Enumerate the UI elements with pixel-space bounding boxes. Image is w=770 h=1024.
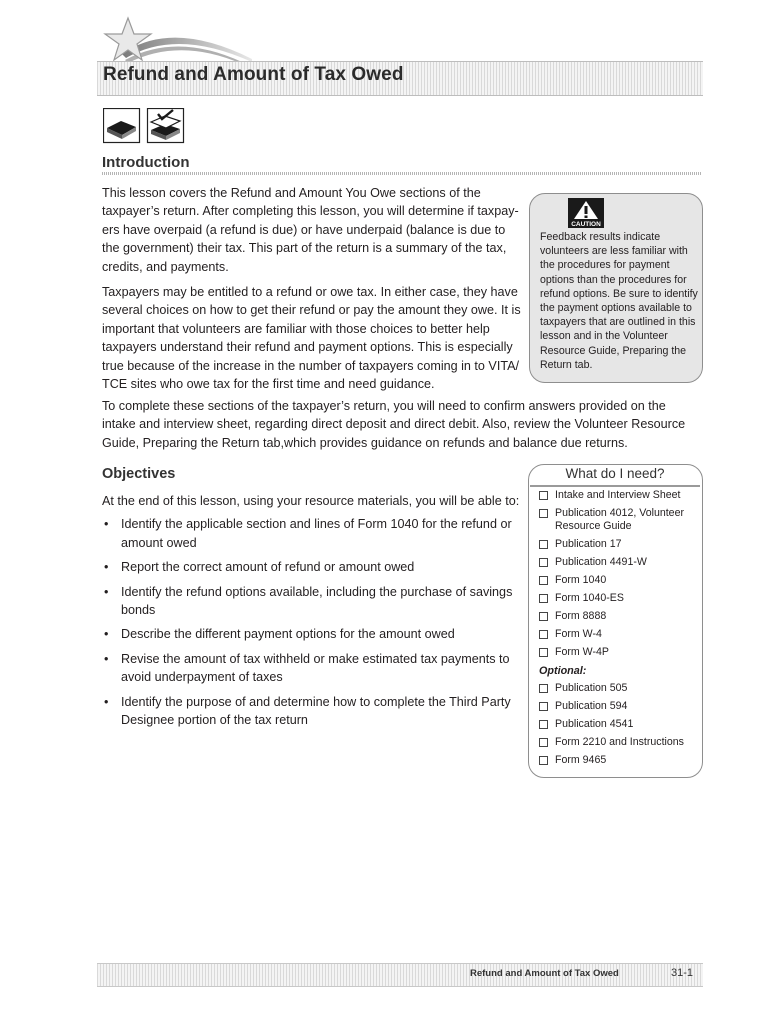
introduction-rule [102,172,702,175]
list-item: Publication 594 [539,700,704,713]
checkbox-icon [539,630,548,639]
objectives-list [102,515,522,729]
caution-warning-icon [568,198,604,228]
checkbox-icon [539,684,548,693]
bullet: • [104,560,109,575]
bullet: • [104,651,109,666]
lesson-icons [103,108,185,144]
list-item: Form W-4 [539,628,704,641]
checkbox-icon [539,738,548,747]
optional-label: Optional: [539,665,587,677]
objectives-intro: At the end of this lesson, using your resource materials, you will be able to: [102,494,520,508]
list-item: Form 9465 [539,754,704,767]
list-item: Form 8888 [539,610,704,623]
checkbox-icon [539,648,548,657]
caution-text: Feedback results indicate volunteers are less familiar with the procedures for payment options than the procedures for refund options. Be sure to identify the payment options available to taxpayers that are outlined in this lesson and in the Volunteer Resource Guide, Preparing the Return tab. [540,231,698,371]
objectives-heading: Objectives [102,466,176,482]
bullet: • [104,517,109,532]
introduction-body-wide [102,397,702,459]
objective-item: • Describe the different payment options for the amount owed [102,625,522,643]
checkbox-icon [539,720,548,729]
what-do-i-need-list [539,489,704,772]
books-with-checkmark-icon [148,109,184,143]
page-title: Refund and Amount of Tax Owed [103,64,404,85]
checkbox-icon [539,540,548,549]
objective-item: • Revise the amount of tax withheld or make estimated tax payments to avoid underpayment of taxes [104,651,510,685]
checkbox-icon [539,491,548,500]
objective-item: • Report the correct amount of refund or amount owed [102,558,522,576]
checkbox-icon [539,756,548,765]
page-number: 31-1 [671,967,694,979]
checkbox-icon [539,509,548,518]
list-item: Form 1040 [539,574,704,587]
bullet: • [104,694,109,709]
caution-icon-label: CAUTION [571,221,601,228]
objective-item: • Identify the purpose of and determine how to complete the Third Party Designee portion of the tax return [104,694,511,728]
list-item: Form 1040-ES [539,592,704,605]
what-do-i-need-rule [530,485,700,487]
bullet: • [104,627,109,642]
objectives-body [102,492,522,735]
list-item: Publication 17 [539,538,704,551]
intro-paragraph-2: Taxpayers may be entitled to a refund or owe tax. In either case, they have several choices on how to get their refund or pay the amount they owe. It is important that volunteers are familiar with those choices to better help taxpayers understand their refund and payment options. This is especially true because of the increase in the number of taxpayers coming in to VITA/ TCE sites who owe tax for the first time and need guidance. [102,285,521,392]
list-item: Form W-4P [539,646,704,659]
closed-book-icon [104,109,140,143]
bullet: • [104,584,109,599]
list-item: Publication 505 [539,682,704,695]
checkbox-icon [539,702,548,711]
checkbox-icon [539,612,548,621]
footer-title: Refund and Amount of Tax Owed [470,968,619,979]
checkbox-icon [539,594,548,603]
objective-item: • Identify the refund options available, including the purchase of savings bonds [104,584,513,618]
list-item: Intake and Interview Sheet [539,489,704,502]
checkbox-icon [539,576,548,585]
list-item: Publication 4012, Volunteer Resource Guide [539,507,704,533]
intro-paragraph-1: This lesson covers the Refund and Amount You Owe sections of the taxpayer’s return. After completing this lesson, you will determine if taxpay-ers have overpaid (a refund is due) or have underpaid (balance is due to the government) their tax. This part of the return is a summary of the tax, credits, and payments. [102,186,519,274]
what-do-i-need-title: What do I need? [565,466,665,481]
introduction-body [102,184,522,400]
introduction-heading: Introduction [102,154,190,171]
intro-paragraph-3: To complete these sections of the taxpayer’s return, you will need to confirm answers provided on the intake and interview sheet, regarding direct deposit and direct debit. Also, review the Volunteer Resource Guide, Preparing the Return tab,which provides guidance on refunds and balance due returns. [102,399,686,450]
list-item: Form 2210 and Instructions [539,736,704,749]
list-item: Publication 4491-W [539,556,704,569]
checkbox-icon [539,558,548,567]
list-item: Publication 4541 [539,718,704,731]
objective-item: • Identify the applicable section and lines of Form 1040 for the refund or amount owed [104,517,512,550]
